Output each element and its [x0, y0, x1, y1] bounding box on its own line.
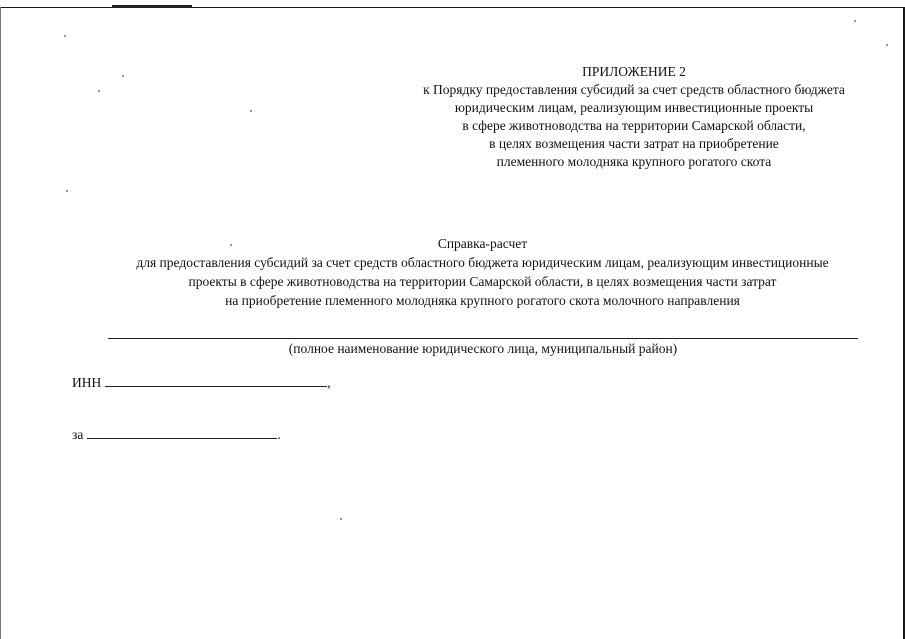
- scan-speck: [122, 75, 124, 77]
- scan-speck: [854, 20, 856, 22]
- appendix-line: племенного молодняка крупного рогатого скота: [496, 154, 772, 169]
- document-heading: [0, 234, 905, 310]
- entity-name-caption: (полное наименование юридического лица, муниципальный район): [288, 341, 678, 356]
- entity-name-field[interactable]: [108, 338, 858, 339]
- scan-border-left: [0, 7, 1, 639]
- period-field[interactable]: [87, 426, 277, 439]
- appendix-line: к Порядку предоставления субсидий за счет средств областного бюджета: [423, 82, 845, 97]
- inn-row: [72, 374, 331, 392]
- inn-suffix: ,: [327, 375, 331, 390]
- document-subtitle-line: для предоставления субсидий за счет средств областного бюджета юридическим лицам, реализующим инвестиционные: [136, 255, 829, 270]
- inn-label: ИНН: [72, 375, 102, 390]
- period-suffix: .: [277, 427, 281, 442]
- scan-speck: [340, 518, 342, 520]
- scan-speck: [66, 190, 68, 192]
- scan-speck: [98, 90, 100, 92]
- inn-field[interactable]: [105, 374, 327, 387]
- scan-speck: [64, 35, 66, 37]
- appendix-block: [360, 63, 905, 171]
- period-label: за: [72, 427, 84, 442]
- scan-speck: [886, 44, 888, 46]
- document-subtitle-line: проекты в сфере животноводства на территории Самарской области, в целях возмещения части затрат: [188, 274, 777, 289]
- appendix-line: в сфере животноводства на территории Самарской области,: [462, 118, 806, 133]
- document-subtitle-line: на приобретение племенного молодняка крупного рогатого скота молочного направления: [225, 293, 740, 308]
- scan-mark: [112, 5, 192, 8]
- document-title: Справка-расчет: [437, 236, 528, 251]
- appendix-line: юридическим лицам, реализующим инвестиционные проекты: [454, 100, 814, 115]
- appendix-line: в целях возмещения части затрат на приобретение: [489, 136, 779, 151]
- scan-speck: [250, 110, 252, 112]
- appendix-title: ПРИЛОЖЕНИЕ 2: [582, 64, 686, 79]
- period-row: [72, 426, 281, 444]
